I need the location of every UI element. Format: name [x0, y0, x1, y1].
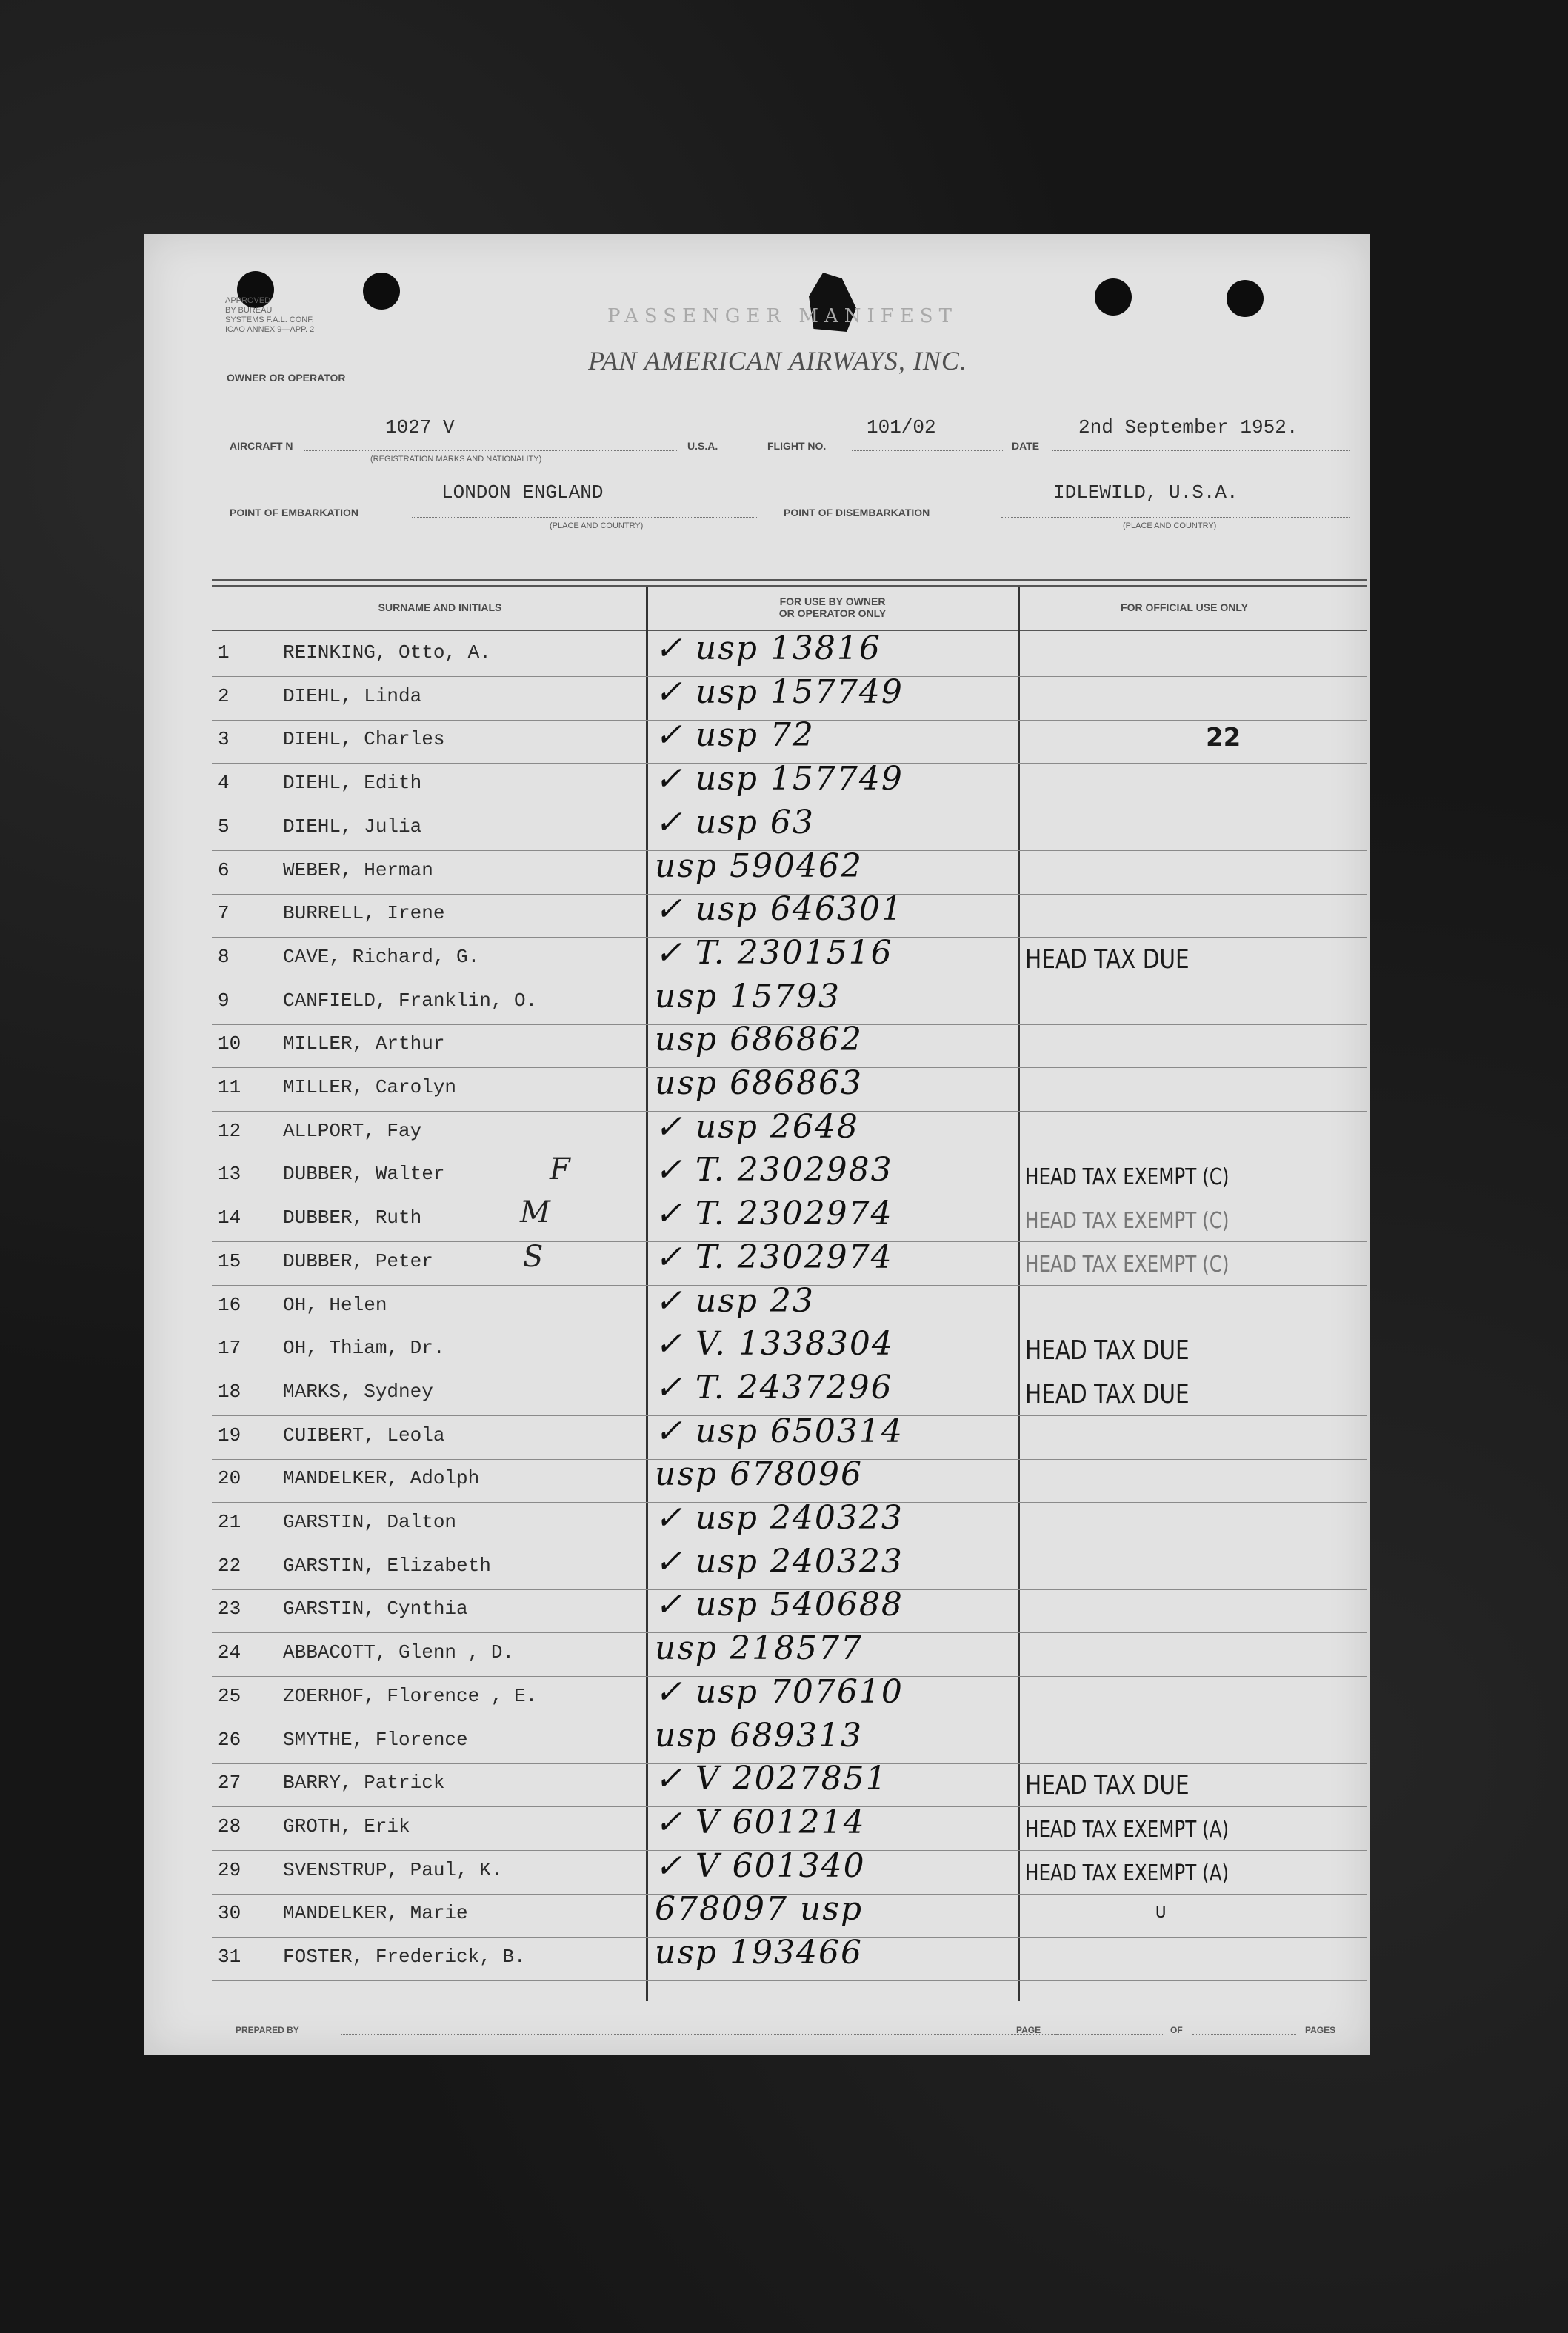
table-row — [144, 1846, 1370, 1895]
row-number: 31 — [218, 1946, 241, 1968]
col-header-official: FOR OFFICIAL USE ONLY — [1121, 601, 1248, 613]
row-rule — [212, 1980, 1367, 1981]
date-value: 2nd September 1952. — [1078, 416, 1298, 438]
passenger-name: ALLPORT, Fay — [283, 1119, 422, 1142]
table-row — [144, 760, 1370, 807]
col-header-operator: FOR USE BY OWNER OR OPERATOR ONLY — [778, 595, 887, 619]
row-number: 25 — [218, 1684, 241, 1707]
document-number: ✓ usp 650314 — [655, 1412, 904, 1450]
row-number: 10 — [218, 1032, 241, 1055]
document-number: ✓ usp 63 — [655, 803, 815, 841]
table-row — [144, 1542, 1370, 1590]
flight-rule — [852, 450, 1004, 451]
passenger-name: MANDELKER, Adolph — [283, 1467, 480, 1490]
aircraft-rule — [304, 450, 678, 451]
flight-value: 101/02 — [867, 416, 936, 438]
row-number: 18 — [218, 1380, 241, 1403]
embark-value: LONDON ENGLAND — [441, 481, 604, 504]
table-row — [144, 1021, 1370, 1068]
document-number: usp 15793 — [655, 977, 841, 1015]
official-note: U — [1155, 1903, 1167, 1924]
table-row — [144, 1412, 1370, 1460]
table-row — [144, 803, 1370, 851]
row-number: 26 — [218, 1728, 241, 1751]
passenger-name: OH, Helen — [283, 1293, 387, 1316]
document-number: ✓ V 601340 — [655, 1846, 866, 1885]
passenger-name: OH, Thiam, Dr. — [283, 1337, 445, 1360]
col-header-name: SURNAME AND INITIALS — [378, 601, 502, 613]
disembark-label: POINT OF DISEMBARKATION — [784, 507, 930, 518]
pages-label: PAGES — [1305, 2025, 1336, 2035]
document-number: 678097 usp — [655, 1890, 864, 1929]
passenger-name: ZOERHOF, Florence , E. — [283, 1684, 538, 1707]
punch-hole-2 — [363, 273, 400, 310]
punch-hole-4 — [1227, 280, 1264, 317]
passenger-name: DUBBER, Walter — [283, 1163, 445, 1186]
passenger-name: REINKING, Otto, A. — [283, 641, 491, 664]
document-number: ✓ V 601214 — [655, 1803, 866, 1841]
passenger-name: DIEHL, Linda — [283, 684, 422, 707]
row-number: 24 — [218, 1641, 241, 1664]
owner-label: OWNER OR OPERATOR — [227, 372, 346, 384]
passenger-name: MARKS, Sydney — [283, 1380, 433, 1403]
official-note: HEAD TAX EXEMPT (A) — [1025, 1816, 1230, 1843]
document-number: ✓ usp 646301 — [655, 890, 904, 929]
row-number: 7 — [218, 902, 230, 925]
official-note: HEAD TAX DUE — [1025, 1335, 1190, 1366]
row-number: 3 — [218, 728, 230, 751]
passenger-name: SMYTHE, Florence — [283, 1728, 468, 1751]
table-row — [144, 1281, 1370, 1329]
document-number: ✓ V 2027851 — [655, 1760, 888, 1798]
table-row — [144, 1238, 1370, 1286]
margin-note-s: S — [523, 1240, 544, 1274]
official-count: 22 — [1206, 723, 1241, 752]
table-row — [144, 630, 1370, 677]
row-number: 27 — [218, 1772, 241, 1795]
embark-caption: (PLACE AND COUNTRY) — [550, 521, 644, 530]
passenger-name: CAVE, Richard, G. — [283, 945, 480, 968]
table-row — [144, 672, 1370, 721]
table-row — [144, 1629, 1370, 1677]
flight-label: FLIGHT NO. — [767, 440, 827, 452]
official-note: HEAD TAX DUE — [1025, 1770, 1190, 1801]
prepared-by-label: PREPARED BY — [236, 2025, 299, 2035]
passenger-name: GARSTIN, Elizabeth — [283, 1554, 491, 1577]
passenger-name: ABBACOTT, Glenn , D. — [283, 1641, 515, 1664]
passenger-name: SVENSTRUP, Paul, K. — [283, 1858, 503, 1881]
passenger-name: GARSTIN, Dalton — [283, 1511, 457, 1533]
document-number: ✓ T. 2437296 — [655, 1368, 893, 1406]
document-number: usp 689313 — [655, 1716, 864, 1755]
date-rule — [1052, 450, 1350, 451]
official-note: HEAD TAX DUE — [1025, 944, 1190, 975]
official-note: HEAD TAX EXEMPT (C) — [1025, 1251, 1230, 1278]
table-row — [144, 933, 1370, 981]
official-note: HEAD TAX EXEMPT (A) — [1025, 1860, 1230, 1886]
document-number: ✓ usp 707610 — [655, 1672, 904, 1711]
document-number: ✓ usp 72 — [655, 716, 815, 755]
passenger-name: DUBBER, Peter — [283, 1249, 433, 1272]
table-row — [144, 716, 1370, 764]
passenger-name: CUIBERT, Leola — [283, 1424, 445, 1446]
row-number: 17 — [218, 1337, 241, 1360]
document-number: ✓ T. 2302974 — [655, 1238, 893, 1276]
margin-note-m: M — [520, 1195, 550, 1229]
row-number: 8 — [218, 945, 230, 968]
registration-caption: (REGISTRATION MARKS AND NATIONALITY) — [370, 455, 542, 464]
document-number: usp 218577 — [655, 1629, 864, 1668]
row-number: 15 — [218, 1249, 241, 1272]
passenger-name: MILLER, Carolyn — [283, 1076, 457, 1098]
table-row — [144, 1455, 1370, 1503]
document-number: ✓ T. 2301516 — [655, 933, 893, 972]
table-row — [144, 1195, 1370, 1242]
table-row — [144, 847, 1370, 895]
table-row — [144, 890, 1370, 938]
row-number: 30 — [218, 1902, 241, 1925]
passenger-name: MANDELKER, Marie — [283, 1902, 468, 1925]
passenger-name: CANFIELD, Franklin, O. — [283, 989, 538, 1012]
page-rule — [1056, 2034, 1160, 2035]
table-row — [144, 1499, 1370, 1546]
passenger-name: DIEHL, Julia — [283, 815, 422, 838]
table-row — [144, 1586, 1370, 1633]
passenger-name: FOSTER, Frederick, B. — [283, 1946, 526, 1968]
usa-label: U.S.A. — [687, 440, 718, 452]
passenger-name: DUBBER, Ruth — [283, 1206, 422, 1229]
date-label: DATE — [1012, 440, 1040, 452]
embark-rule — [412, 517, 758, 518]
passenger-name: BURRELL, Irene — [283, 902, 445, 925]
row-number: 20 — [218, 1467, 241, 1490]
company-name: PAN AMERICAN AIRWAYS, INC. — [588, 346, 967, 376]
table-row — [144, 1064, 1370, 1112]
table-top-rule-2 — [212, 585, 1367, 587]
row-number: 22 — [218, 1554, 241, 1577]
disembark-caption: (PLACE AND COUNTRY) — [1123, 521, 1217, 530]
margin-note-f: F — [550, 1152, 570, 1186]
punch-hole-3 — [1095, 278, 1132, 316]
document-number: ✓ usp 540688 — [655, 1586, 904, 1624]
document-number: ✓ usp 13816 — [655, 630, 881, 667]
document-number: ✓ usp 157749 — [655, 672, 904, 711]
passenger-name: MILLER, Arthur — [283, 1032, 445, 1055]
row-number: 1 — [218, 641, 230, 664]
table-row — [144, 1325, 1370, 1372]
passenger-name: DIEHL, Edith — [283, 772, 422, 795]
row-number: 23 — [218, 1598, 241, 1621]
row-number: 16 — [218, 1293, 241, 1316]
table-row — [144, 1760, 1370, 1807]
table-row — [144, 1803, 1370, 1851]
row-number: 5 — [218, 815, 230, 838]
passenger-name: BARRY, Patrick — [283, 1772, 445, 1795]
document-number: usp 193466 — [655, 1934, 864, 1972]
table-row — [144, 1151, 1370, 1198]
row-number: 19 — [218, 1424, 241, 1446]
official-note: HEAD TAX EXEMPT (C) — [1025, 1208, 1230, 1235]
document-number: usp 686863 — [655, 1064, 864, 1102]
passenger-name: GROTH, Erik — [283, 1815, 410, 1838]
row-number: 28 — [218, 1815, 241, 1838]
document-number: ✓ usp 2648 — [655, 1107, 859, 1146]
table-row — [144, 1890, 1370, 1938]
row-number: 4 — [218, 772, 230, 795]
table-row — [144, 977, 1370, 1025]
of-rule — [1192, 2034, 1296, 2035]
passenger-name: WEBER, Herman — [283, 858, 433, 881]
manifest-sheet — [144, 234, 1370, 2055]
document-number: usp 590462 — [655, 847, 864, 885]
row-number: 9 — [218, 989, 230, 1012]
form-title: PASSENGER MANIFEST — [607, 305, 958, 327]
row-number: 13 — [218, 1163, 241, 1186]
document-number: usp 686862 — [655, 1021, 864, 1059]
disembark-rule — [1001, 517, 1350, 518]
official-note: HEAD TAX EXEMPT (C) — [1025, 1164, 1230, 1191]
table-row — [144, 1672, 1370, 1720]
aircraft-label: AIRCRAFT N — [230, 440, 293, 452]
table-row — [144, 1716, 1370, 1764]
row-number: 12 — [218, 1119, 241, 1142]
table-top-rule — [212, 579, 1367, 581]
table-row — [144, 1934, 1370, 1981]
embark-label: POINT OF EMBARKATION — [230, 507, 358, 518]
row-number: 2 — [218, 684, 230, 707]
approval-block: APPROVED BY BUREAU SYSTEMS F.A.L. CONF. ICAO ANNEX 9—APP. 2 — [225, 296, 315, 334]
official-note: HEAD TAX DUE — [1025, 1378, 1190, 1409]
row-number: 21 — [218, 1511, 241, 1533]
row-number: 14 — [218, 1206, 241, 1229]
document-number: ✓ usp 240323 — [655, 1499, 904, 1537]
document-number: ✓ usp 23 — [655, 1281, 815, 1320]
passenger-name: DIEHL, Charles — [283, 728, 445, 751]
table-row — [144, 1107, 1370, 1155]
disembark-value: IDLEWILD, U.S.A. — [1053, 481, 1238, 504]
aircraft-value: 1027 V — [385, 416, 455, 438]
passenger-name: GARSTIN, Cynthia — [283, 1598, 468, 1621]
of-label: OF — [1170, 2025, 1183, 2035]
row-number: 29 — [218, 1858, 241, 1881]
document-number: ✓ V. 1338304 — [655, 1325, 894, 1364]
document-number: ✓ T. 2302974 — [655, 1195, 893, 1233]
document-number: ✓ T. 2302983 — [655, 1151, 893, 1189]
document-number: ✓ usp 157749 — [655, 760, 904, 798]
table-row — [144, 1368, 1370, 1416]
page-label: PAGE — [1016, 2025, 1041, 2035]
row-number: 6 — [218, 858, 230, 881]
document-number: ✓ usp 240323 — [655, 1542, 904, 1581]
document-number: usp 678096 — [655, 1455, 864, 1494]
row-number: 11 — [218, 1076, 241, 1098]
